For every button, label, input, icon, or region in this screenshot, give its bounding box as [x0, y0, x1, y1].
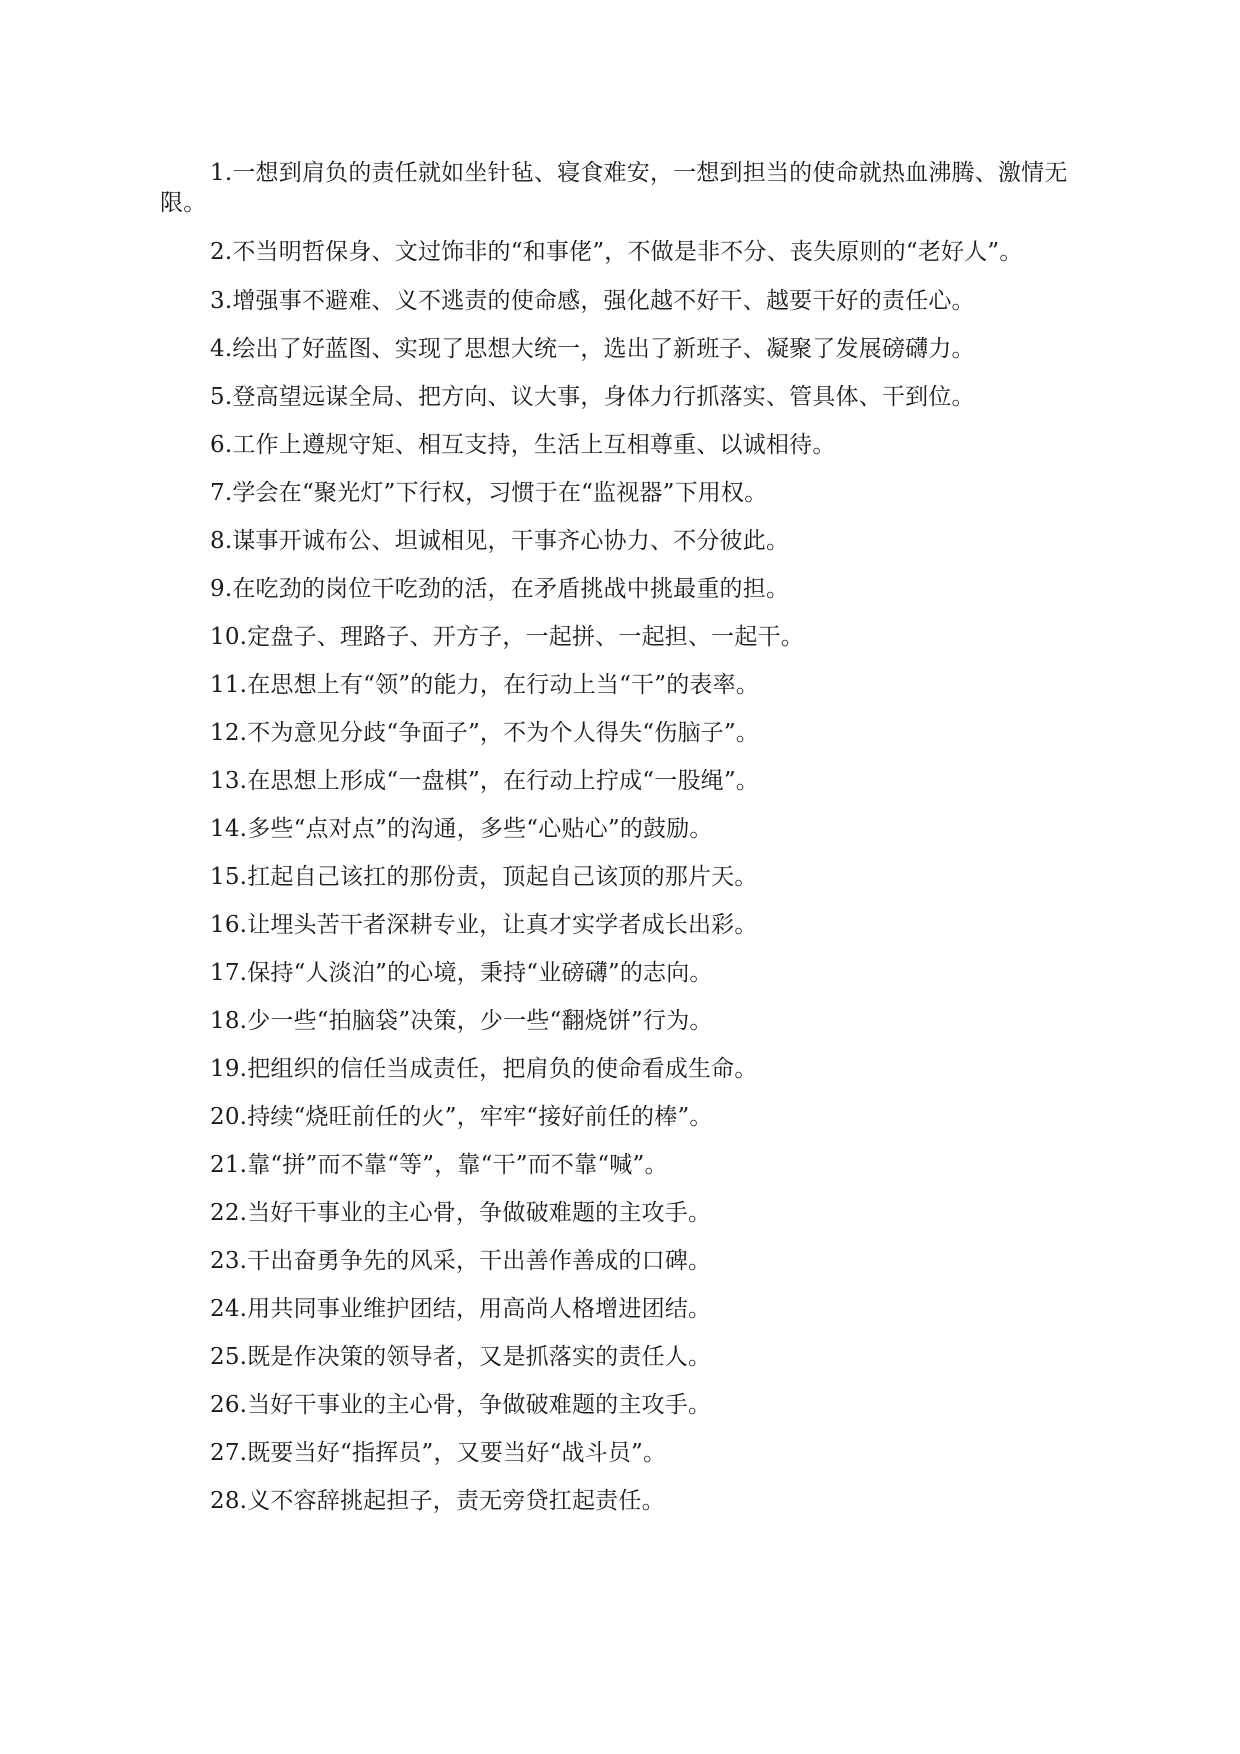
item-text: 当好干事业的主心骨，争做破难题的主攻手。 — [247, 1200, 712, 1226]
list-item — [160, 526, 1090, 556]
item-text: 干出奋勇争先的风采，干出善作善成的口碑。 — [247, 1248, 712, 1274]
item-number: 23. — [210, 1248, 248, 1274]
item-number: 27. — [210, 1440, 248, 1466]
item-number: 25. — [210, 1344, 248, 1370]
list-item — [160, 1390, 1090, 1420]
item-text: 让埋头苦干者深耕专业，让真才实学者成长出彩。 — [247, 912, 758, 938]
item-text: 在思想上有“领”的能力，在行动上当“干”的表率。 — [247, 672, 760, 698]
item-text: 学会在“聚光灯”下行权，习惯于在“监视器”下用权。 — [232, 480, 768, 506]
item-number: 28. — [210, 1488, 248, 1514]
item-number: 20. — [210, 1104, 248, 1130]
item-text: 在思想上形成“一盘棋”，在行动上拧成“一股绳”。 — [247, 768, 760, 794]
list-item — [160, 1294, 1090, 1324]
item-text: 既是作决策的领导者，又是抓落实的责任人。 — [247, 1344, 712, 1370]
item-text: 一想到肩负的责任就如坐针毡、寝食难安，一想到担当的使命就热血沸腾、激情无限。 — [160, 160, 1068, 216]
list-item — [160, 478, 1090, 508]
list-item — [160, 1102, 1090, 1132]
item-text: 保持“人淡泊”的心境，秉持“业磅礴”的志向。 — [247, 960, 713, 986]
item-number: 18. — [210, 1008, 248, 1034]
item-number: 9. — [210, 576, 233, 602]
item-number: 22. — [210, 1200, 248, 1226]
list-item — [160, 334, 1090, 364]
list-item — [160, 574, 1090, 604]
list-item — [160, 670, 1090, 700]
list-item — [160, 1150, 1090, 1180]
list-item — [160, 382, 1090, 412]
item-number: 10. — [210, 624, 248, 650]
list-item — [160, 718, 1090, 748]
list-item — [160, 1246, 1090, 1276]
item-number: 19. — [210, 1056, 248, 1082]
list-item — [160, 1486, 1090, 1516]
list-item — [160, 814, 1090, 844]
item-number: 7. — [210, 480, 233, 506]
item-text: 持续“烧旺前任的火”，牢牢“接好前任的棒”。 — [247, 1104, 713, 1130]
item-number: 21. — [210, 1152, 248, 1178]
item-number: 4. — [210, 336, 233, 362]
item-number: 11. — [210, 672, 248, 698]
item-number: 17. — [210, 960, 248, 986]
item-text: 绘出了好蓝图、实现了思想大统一，选出了新班子、凝聚了发展磅礴力。 — [232, 336, 975, 362]
list-item — [160, 910, 1090, 940]
item-number: 24. — [210, 1296, 248, 1322]
list-item — [160, 1054, 1090, 1084]
list-item — [160, 158, 1090, 218]
list-item — [160, 286, 1090, 316]
item-number: 2. — [210, 239, 233, 265]
item-number: 15. — [210, 864, 248, 890]
item-text: 不当明哲保身、文过饰非的“和事佬”，不做是非不分、丧失原则的“老好人”。 — [232, 239, 1023, 265]
item-text: 谋事开诚布公、坦诚相见，干事齐心协力、不分彼此。 — [232, 528, 790, 554]
item-text: 不为意见分歧“争面子”，不为个人得失“伤脑子”。 — [247, 720, 760, 746]
item-number: 13. — [210, 768, 248, 794]
item-number: 26. — [210, 1392, 248, 1418]
item-text: 既要当好“指挥员”，又要当好“战斗员”。 — [247, 1440, 667, 1466]
document-body — [160, 158, 1090, 1534]
item-number: 14. — [210, 816, 248, 842]
item-text: 增强事不避难、义不逃责的使命感，强化越不好干、越要干好的责任心。 — [232, 288, 975, 314]
item-text: 定盘子、理路子、开方子，一起拼、一起担、一起干。 — [247, 624, 804, 650]
list-item — [160, 1342, 1090, 1372]
item-number: 16. — [210, 912, 248, 938]
item-text: 工作上遵规守矩、相互支持，生活上互相尊重、以诚相待。 — [232, 432, 836, 458]
item-number: 8. — [210, 528, 233, 554]
list-item — [160, 237, 1090, 267]
item-number: 3. — [210, 288, 233, 314]
list-item — [160, 766, 1090, 796]
item-text: 少一些“拍脑袋”决策，少一些“翻烧饼”行为。 — [247, 1008, 713, 1034]
item-number: 1. — [210, 160, 233, 186]
item-text: 在吃劲的岗位干吃劲的活，在矛盾挑战中挑最重的担。 — [232, 576, 790, 602]
list-item — [160, 862, 1090, 892]
list-item — [160, 622, 1090, 652]
item-text: 登高望远谋全局、把方向、议大事，身体力行抓落实、管具体、干到位。 — [232, 384, 975, 410]
item-text: 多些“点对点”的沟通，多些“心贴心”的鼓励。 — [247, 816, 713, 842]
item-number: 12. — [210, 720, 248, 746]
list-item — [160, 1006, 1090, 1036]
list-item — [160, 430, 1090, 460]
list-item — [160, 958, 1090, 988]
item-text: 当好干事业的主心骨，争做破难题的主攻手。 — [247, 1392, 712, 1418]
item-number: 5. — [210, 384, 233, 410]
item-text: 扛起自己该扛的那份责，顶起自己该顶的那片天。 — [247, 864, 758, 890]
item-text: 义不容辞挑起担子，责无旁贷扛起责任。 — [247, 1488, 665, 1514]
item-text: 把组织的信任当成责任，把肩负的使命看成生命。 — [247, 1056, 758, 1082]
item-text: 用共同事业维护团结，用高尚人格增进团结。 — [247, 1296, 712, 1322]
list-item — [160, 1438, 1090, 1468]
list-item — [160, 1198, 1090, 1228]
item-text: 靠“拼”而不靠“等”，靠“干”而不靠“喊”。 — [247, 1152, 668, 1178]
item-number: 6. — [210, 432, 233, 458]
